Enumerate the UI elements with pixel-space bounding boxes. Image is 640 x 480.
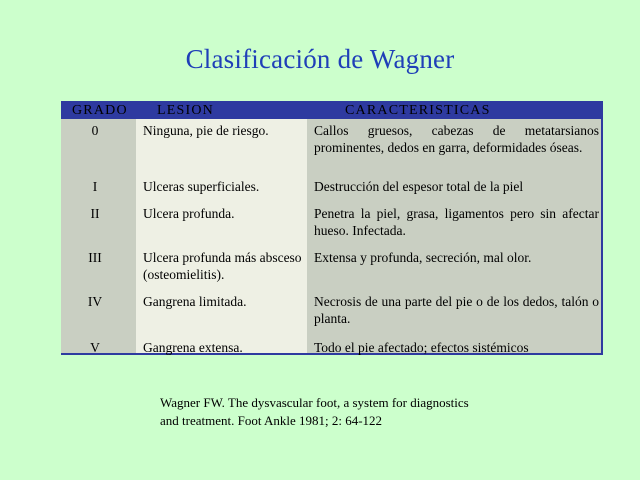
row-4-lesion: Gangrena limitada.	[143, 294, 247, 309]
row-4-caracteristicas: Necrosis de una parte del pie o de los dedos, talón o planta.	[314, 294, 599, 326]
page-title: Clasificación de Wagner	[185, 44, 455, 74]
table-header	[61, 101, 601, 119]
row-0-grado: 0	[91, 123, 99, 138]
wagner-table	[61, 101, 603, 355]
row-0-caracteristicas: Callos gruesos, cabezas de metatarsianos prominentes, dedos en garra, deformidades óseas.	[314, 123, 599, 155]
row-5-grado: V	[90, 340, 100, 355]
row-3-lesion: Ulcera profunda más absceso (osteomielitis).	[143, 250, 302, 282]
header-caracteristicas: CARACTERISTICAS	[345, 103, 491, 118]
lesion-column-background	[136, 119, 307, 353]
row-2-caracteristicas: Penetra la piel, grasa, ligamentos pero sin afectar hueso. Infectada.	[314, 206, 599, 238]
row-2-lesion: Ulcera profunda.	[143, 206, 235, 221]
row-0-lesion: Ninguna, pie de riesgo.	[143, 123, 269, 138]
row-1-grado: I	[92, 179, 98, 194]
row-4-grado: IV	[87, 294, 103, 309]
row-5-lesion: Gangrena extensa.	[143, 340, 243, 355]
row-1-lesion: Ulceras superficiales.	[143, 179, 260, 194]
reference-line-2: and treatment. Foot Ankle 1981; 2: 64-122	[160, 413, 383, 428]
row-2-grado: II	[90, 206, 100, 221]
reference-line-1: Wagner FW. The dysvascular foot, a system for diagnostics	[160, 395, 469, 410]
row-3-grado: III	[88, 250, 102, 265]
header-lesion: LESION	[157, 103, 214, 118]
row-3-caracteristicas: Extensa y profunda, secreción, mal olor.	[314, 250, 532, 265]
reference-citation	[160, 394, 560, 430]
row-1-caracteristicas: Destrucción del espesor total de la piel	[314, 179, 524, 194]
row-5-caracteristicas: Todo el pie afectado; efectos sistémicos	[314, 340, 529, 355]
header-grado: GRADO	[72, 103, 128, 118]
